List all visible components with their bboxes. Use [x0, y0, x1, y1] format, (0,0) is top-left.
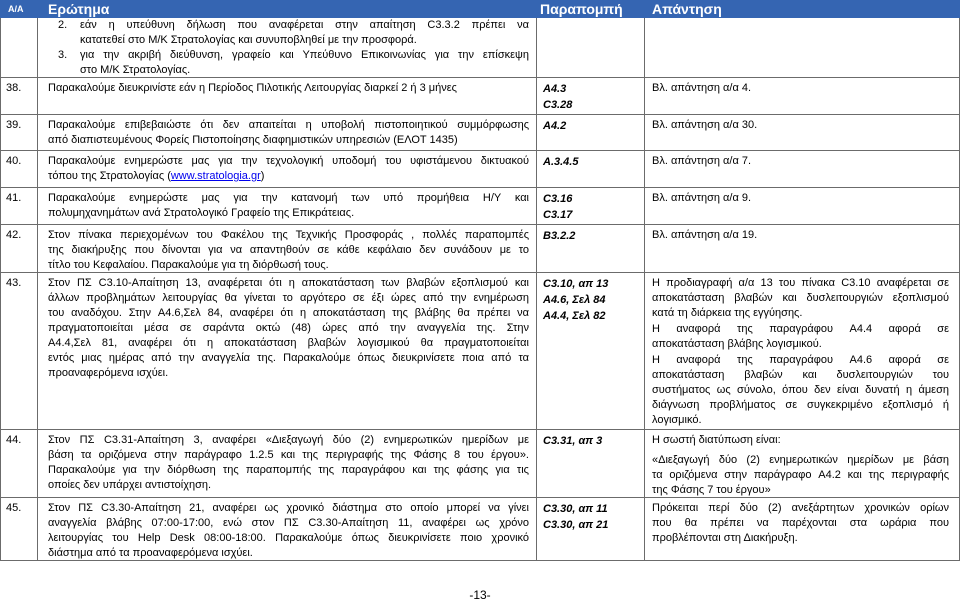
reference-cell — [537, 115, 645, 151]
header-number-label: A/A — [0, 0, 38, 18]
page-number: -13- — [469, 588, 491, 601]
answer-cell — [645, 498, 960, 561]
answer-paragraph — [652, 228, 949, 243]
answer-line: συστήματος ως σύνολο, όπου δεν είναι δυνατή η άμεση — [652, 384, 949, 396]
answer-paragraph — [652, 154, 949, 169]
question-cell — [38, 151, 537, 188]
answer-line: Η σωστή διατύπωση είναι: — [652, 434, 781, 446]
reference-cell — [537, 498, 645, 561]
question-text: τόπου της Στρατολογίας ( — [48, 170, 171, 182]
answer-line: που θα πρέπει να παρέχονται στα ωράρια που — [652, 517, 949, 529]
answer-line: Η αναφορά της παραγράφου A4.4 αφορά σε — [652, 323, 949, 335]
question-line: Στον πίνακα περιεχομένων του Φακέλου της Τεχνικής Προσφοράς , πολλές παραπομπές — [48, 229, 529, 241]
reference-code: C3.16 — [543, 193, 573, 205]
answer-paragraph — [652, 453, 949, 498]
reference-code: B3.2.2 — [543, 230, 576, 242]
reference-cell — [537, 273, 645, 430]
answer-line: της Φάσης 7 του έργου» — [652, 484, 771, 496]
reference-code: C3.28 — [543, 99, 573, 111]
list-item-number: 2. — [58, 19, 68, 31]
row-number: 44. — [0, 430, 38, 498]
reference-cell — [537, 225, 645, 273]
answer-line: προβλέπονται στη Διακήρυξη. — [652, 532, 798, 544]
answer-cell — [645, 430, 960, 498]
question-line: Στον ΠΣ C3.31-Απαίτηση 3, αναφέρει «Διεξαγωγή δύο (2) ενημερωτικών ημερίδων με — [48, 434, 529, 446]
question-line: πολυμηχανημάτων ανά Στρατολογικό Γραφείο της Επικράτειας. — [48, 207, 355, 219]
question-line: διάστημα από τα προαναφερόμενα ισχύει. — [48, 547, 253, 559]
row-number: 41. — [0, 188, 38, 225]
answer-paragraph — [652, 433, 949, 448]
header-answer-label: Απάντηση — [645, 0, 960, 18]
answer-line: Βλ. απάντηση α/α 30. — [652, 119, 758, 131]
answer-line: κατά τη διάρκεια της εγγύησης. — [652, 307, 803, 319]
answer-line: διάγνωση προβλήματος σε συγκεκριμένο εξοπλισμό ή — [652, 399, 949, 411]
list-item — [48, 18, 529, 48]
question-cell — [38, 188, 537, 225]
reference-code: A4.2 — [543, 120, 567, 132]
question-cell — [38, 273, 537, 430]
reference-cell — [537, 18, 645, 78]
list-item — [48, 48, 529, 78]
reference-code: A.3.4.5 — [543, 156, 579, 168]
header-reference-label: Παραπομπή — [537, 0, 645, 18]
question-cell — [38, 430, 537, 498]
question-cell — [38, 115, 537, 151]
reference-cell — [537, 78, 645, 115]
answer-paragraph — [652, 353, 949, 428]
row-number — [0, 18, 38, 78]
question-line: εντός μιας ημέρας από την αναγγελία της. Παρακαλούμε όπως διευκρινίσετε ποια από τα — [48, 352, 529, 364]
answer-line: τα οριζόμενα στην παράγραφο A4.2 και της περιγραφής — [652, 469, 949, 481]
question-line: λειτουργίας του Help Desk 08:00-18:00. Παρακαλούμε όπως διευκρινίσετε ποιο χρονικό — [48, 532, 529, 544]
answer-line: Βλ. απάντηση α/α 19. — [652, 229, 758, 241]
question-line: οποίες δεν υπάρχει αντιστοίχηση. — [48, 479, 212, 491]
question-text: ) — [260, 170, 265, 182]
header-question-label: Ερώτημα — [38, 0, 537, 18]
answer-line: αποκατάσταση βλάβης λογισμικού. — [652, 338, 822, 350]
question-line: Παρακαλούμε ενημερώστε μας για την κατανομή των υπό προμήθεια Η/Υ και — [48, 192, 529, 204]
question-line: για την ακριβή διεύθυνση, γραφείο και Υπεύθυνο Επικοινωνίας για την επίσκεψη — [80, 49, 529, 61]
question-line: Παρακαλούμε για την διόρθωση της παραπομπής της παραγράφου και της φάσης για τις — [48, 464, 529, 476]
question-line: Παρακαλούμε ενημερώστε μας για την τεχνολογική υποδομή του υφιστάμενου δικτυακού — [48, 155, 529, 167]
reference-code: C3.17 — [543, 209, 573, 221]
answer-line: «Διεξαγωγή δύο (2) ενημερωτικών ημερίδων με βάση — [652, 454, 949, 466]
answer-line: αποκατάσταση βλαβών και δυσλειτουργιών του — [652, 369, 949, 381]
question-line: άλλων προβλημάτων λειτουργίας θα γίνεται το αργότερο σε έξι ώρες από την ενημέρωση — [48, 292, 529, 304]
answer-paragraph — [652, 276, 949, 321]
answer-cell — [645, 273, 960, 430]
row-number: 43. — [0, 273, 38, 430]
reference-cell — [537, 151, 645, 188]
reference-code: A4.3 — [543, 83, 567, 95]
row-number: 45. — [0, 498, 38, 561]
answer-paragraph — [652, 81, 949, 96]
question-line: Στον ΠΣ C3.30-Απαίτηση 21, αναφέρει ως χρονικό διάστημα στο οποίο μπορεί να γίνει — [48, 502, 529, 514]
reference-code: C3.30, απ 21 — [543, 519, 609, 531]
question-line: προαναφερόμενα ισχύει. — [48, 367, 169, 379]
question-line: της διακήρυξης που δίνονται για να απαντηθούν σε κάθε κεφάλαιο δεν συνάδουν με το — [48, 244, 529, 256]
question-line: Παρακαλούμε επιβεβαιώστε ότι δεν απαιτείται η υποβολή πιστοποιητικού συμμόρφωσης — [48, 119, 529, 131]
answer-paragraph — [652, 501, 949, 546]
answer-line: Βλ. απάντηση α/α 7. — [652, 155, 752, 167]
answer-line: Η αναφορά της παραγράφου A4.6 αφορά σε — [652, 354, 949, 366]
answer-line: αποκατάσταση βλαβών και δυσλειτουργιών εξοπλισμού — [652, 292, 949, 304]
row-number: 40. — [0, 151, 38, 188]
reference-code: C3.31, απ 3 — [543, 435, 603, 447]
answer-cell — [645, 151, 960, 188]
reference-code: C3.10, απ 13 — [543, 278, 609, 290]
question-line: αναγγελία βλάβης 07:00-17:00, ενώ στον ΠΣ C3.30-Απαίτηση 11, αναφέρει ως χρόνο — [48, 517, 529, 529]
answer-line: Η προδιαγραφή α/α 13 του πίνακα C3.10 αναφέρεται σε — [652, 277, 949, 289]
answer-cell — [645, 225, 960, 273]
answer-paragraph — [652, 322, 949, 352]
question-line: Στον ΠΣ C3.10-Απαίτηση 13, αναφέρεται ότι η αποκατάσταση των βλαβών εξοπλισμού και — [48, 277, 529, 289]
answer-line: Βλ. απάντηση α/α 4. — [652, 82, 752, 94]
answer-cell — [645, 188, 960, 225]
reference-cell — [537, 188, 645, 225]
reference-code: A4.4, Σελ 82 — [543, 310, 606, 322]
question-line: πραγματοποιείται μέσα σε σαράντα οκτώ (48) ώρες από την αναγγελία της. Στην — [48, 322, 529, 334]
question-cell — [38, 18, 537, 78]
question-cell — [38, 498, 537, 561]
question-line: βάση τα οριζόμενα στην παράγραφο 1.2.5 και της περιγραφής της Φάσης 8 του έργου». — [48, 449, 529, 461]
question-line: από διαπιστευμένους Φορείς Πιστοποίησης διαφημιστικών υπηρεσιών (ΕΛΟΤ 1435) — [48, 134, 458, 146]
row-number: 42. — [0, 225, 38, 273]
row-number: 38. — [0, 78, 38, 115]
list-item-number: 3. — [58, 49, 68, 61]
question-line: Παρακαλούμε διευκρινίστε εάν η Περίοδος Πιλοτικής Λειτουργίας διαρκεί 2 ή 3 μήνες — [48, 82, 457, 94]
website-link[interactable]: www.stratologia.gr — [170, 170, 261, 182]
question-line: κατατεθεί στο Μ/Κ Στρατολογίας και συνυποβληθεί με την προσφορά. — [80, 34, 417, 46]
answer-cell — [645, 115, 960, 151]
question-line — [48, 169, 529, 184]
question-cell — [38, 78, 537, 115]
row-number: 39. — [0, 115, 38, 151]
answer-paragraph — [652, 191, 949, 206]
answer-cell — [645, 78, 960, 115]
question-cell — [38, 225, 537, 273]
question-line: τίτλο του Κεφαλαίου. Παρακαλούμε για τη διόρθωσή τους. — [48, 259, 329, 271]
question-line: στο Μ/Κ Στρατολογίας. — [80, 64, 191, 76]
answer-paragraph — [652, 118, 949, 133]
answer-line: Πρόκειται περί δύο (2) ανεξάρτητων χρονικών ορίων — [652, 502, 949, 514]
reference-code: A4.6, Σελ 84 — [543, 294, 606, 306]
reference-code: C3.30, απ 11 — [543, 503, 608, 515]
answer-line: λογισμικό. — [652, 414, 702, 426]
answer-cell — [645, 18, 960, 78]
reference-cell — [537, 430, 645, 498]
question-line: A4.4,Σελ 81, αναφέρει ότι η αποκατάσταση βλαβών λογισμικού θα πραγματοποιείται — [48, 337, 529, 349]
question-line: του αναδόχου. Στην A4.6,Σελ 84, αναφέρει ότι η αποκατάσταση της βλάβης θα πρέπει να — [48, 307, 529, 319]
question-line: εάν η υπεύθυνη δήλωση που αναφέρεται στην απαίτηση C3.3.2 πρέπει να — [80, 19, 529, 31]
answer-line: Βλ. απάντηση α/α 9. — [652, 192, 752, 204]
